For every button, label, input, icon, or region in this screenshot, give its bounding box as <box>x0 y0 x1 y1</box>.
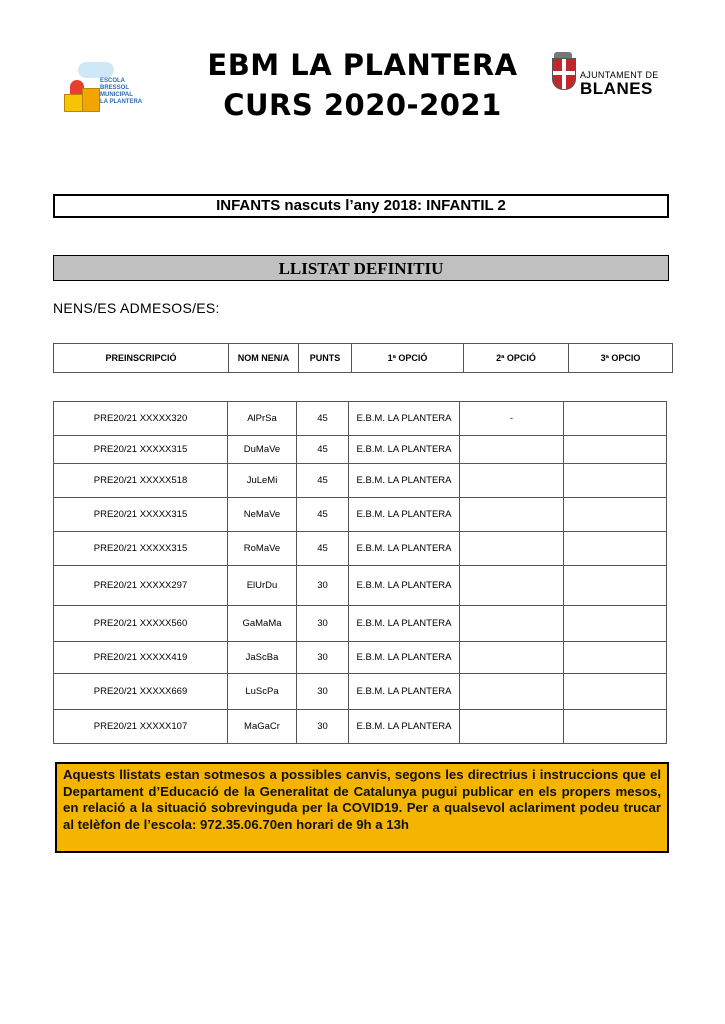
opcio1-cell: E.B.M. LA PLANTERA <box>349 606 460 642</box>
table-row <box>54 674 667 710</box>
nom-cell: LuScPa <box>228 674 297 710</box>
preinscripcio-cell: PRE20/21 XXXXX669 <box>54 674 228 710</box>
preinscripcio-cell: PRE20/21 XXXXX315 <box>54 532 228 566</box>
opcio3-cell <box>564 566 667 606</box>
notice-box: Aquests llistats estan sotmesos a possibles canvis, segons les directrius i instruccions que el Departament d’Educació de la Generalitat de Catalunya pugui publicar en els propers mesos, en relació a la situació sobrevinguda per la COVID19. Per a qualsevol aclariment podeu trucar al telèfon de l’escola: 972.35.06.70en horari de 9h a 13h <box>55 762 669 853</box>
table-row <box>54 436 667 464</box>
table-row <box>54 566 667 606</box>
logo-text: BRESSOL <box>100 85 130 91</box>
col-header-preinscripcio: PREINSCRIPCIÓ <box>54 344 229 373</box>
opcio2-cell: - <box>460 402 564 436</box>
col-header-opcio3: 3ª OPCIO <box>569 344 673 373</box>
punts-cell: 30 <box>297 710 349 744</box>
block-icon <box>82 88 100 112</box>
punts-cell: 30 <box>297 606 349 642</box>
ajuntament-blanes-logo <box>552 58 662 108</box>
opcio2-cell <box>460 710 564 744</box>
preinscripcio-cell: PRE20/21 XXXXX320 <box>54 402 228 436</box>
nom-cell: GaMaMa <box>228 606 297 642</box>
col-header-nom: NOM NEN/A <box>229 344 299 373</box>
page-subtitle: CURS 2020-2021 <box>223 88 502 122</box>
nom-cell: RoMaVe <box>228 532 297 566</box>
opcio1-cell: E.B.M. LA PLANTERA <box>349 566 460 606</box>
opcio2-cell <box>460 436 564 464</box>
punts-cell: 30 <box>297 642 349 674</box>
preinscripcio-cell: PRE20/21 XXXXX419 <box>54 642 228 674</box>
opcio2-cell <box>460 532 564 566</box>
cloud-icon <box>78 62 114 78</box>
logo-text-big: BLANES <box>580 79 653 98</box>
llistat-label: LLISTAT DEFINITIU <box>53 255 669 281</box>
table-header <box>53 343 673 373</box>
opcio2-cell <box>460 464 564 498</box>
table-row <box>54 532 667 566</box>
logo-text: LA PLANTERA <box>100 99 143 105</box>
table-row <box>54 642 667 674</box>
punts-cell: 30 <box>297 674 349 710</box>
table-row <box>54 606 667 642</box>
table-row <box>54 402 667 436</box>
opcio2-cell <box>460 566 564 606</box>
block-icon <box>64 94 84 112</box>
nom-cell: JaScBa <box>228 642 297 674</box>
opcio2-cell <box>460 674 564 710</box>
logo-text-small: AJUNTAMENT DE <box>580 70 659 80</box>
nom-cell: JuLeMi <box>228 464 297 498</box>
opcio3-cell <box>564 606 667 642</box>
opcio3-cell <box>564 710 667 744</box>
preinscripcio-cell: PRE20/21 XXXXX560 <box>54 606 228 642</box>
punts-cell: 45 <box>297 464 349 498</box>
page-title: EBM LA PLANTERA <box>207 48 518 82</box>
preinscripcio-cell: PRE20/21 XXXXX518 <box>54 464 228 498</box>
punts-cell: 45 <box>297 498 349 532</box>
punts-cell: 45 <box>297 532 349 566</box>
opcio2-cell <box>460 606 564 642</box>
opcio3-cell <box>564 436 667 464</box>
opcio3-cell <box>564 674 667 710</box>
opcio1-cell: E.B.M. LA PLANTERA <box>349 498 460 532</box>
nom-cell: AlPrSa <box>228 402 297 436</box>
infants-label: INFANTS nascuts l’any 2018: INFANTIL 2 <box>53 194 669 218</box>
preinscripcio-cell: PRE20/21 XXXXX315 <box>54 436 228 464</box>
opcio2-cell <box>460 498 564 532</box>
preinscripcio-cell: PRE20/21 XXXXX315 <box>54 498 228 532</box>
table-body <box>54 402 667 744</box>
nom-cell: DuMaVe <box>228 436 297 464</box>
opcio1-cell: E.B.M. LA PLANTERA <box>349 464 460 498</box>
admesos-table <box>53 401 667 744</box>
escola-bressol-logo <box>60 60 155 115</box>
opcio1-cell: E.B.M. LA PLANTERA <box>349 710 460 744</box>
opcio3-cell <box>564 532 667 566</box>
preinscripcio-cell: PRE20/21 XXXXX107 <box>54 710 228 744</box>
table-row <box>54 498 667 532</box>
table-row <box>54 464 667 498</box>
opcio2-cell <box>460 642 564 674</box>
nom-cell: MaGaCr <box>228 710 297 744</box>
col-header-opcio2: 2ª OPCIÓ <box>464 344 569 373</box>
punts-cell: 30 <box>297 566 349 606</box>
opcio1-cell: E.B.M. LA PLANTERA <box>349 642 460 674</box>
nom-cell: NeMaVe <box>228 498 297 532</box>
opcio1-cell: E.B.M. LA PLANTERA <box>349 532 460 566</box>
opcio3-cell <box>564 642 667 674</box>
nom-cell: ElUrDu <box>228 566 297 606</box>
opcio3-cell <box>564 402 667 436</box>
col-header-opcio1: 1ª OPCIÓ <box>352 344 464 373</box>
table-row <box>54 710 667 744</box>
preinscripcio-cell: PRE20/21 XXXXX297 <box>54 566 228 606</box>
opcio3-cell <box>564 498 667 532</box>
logo-text: MUNICIPAL <box>100 92 133 98</box>
punts-cell: 45 <box>297 402 349 436</box>
opcio3-cell <box>564 464 667 498</box>
opcio1-cell: E.B.M. LA PLANTERA <box>349 436 460 464</box>
punts-cell: 45 <box>297 436 349 464</box>
opcio1-cell: E.B.M. LA PLANTERA <box>349 674 460 710</box>
col-header-punts: PUNTS <box>299 344 352 373</box>
admesos-heading: NENS/ES ADMESOS/ES: <box>53 300 220 316</box>
opcio1-cell: E.B.M. LA PLANTERA <box>349 402 460 436</box>
shield-icon <box>552 58 576 90</box>
logo-text: ESCOLA <box>100 78 126 84</box>
